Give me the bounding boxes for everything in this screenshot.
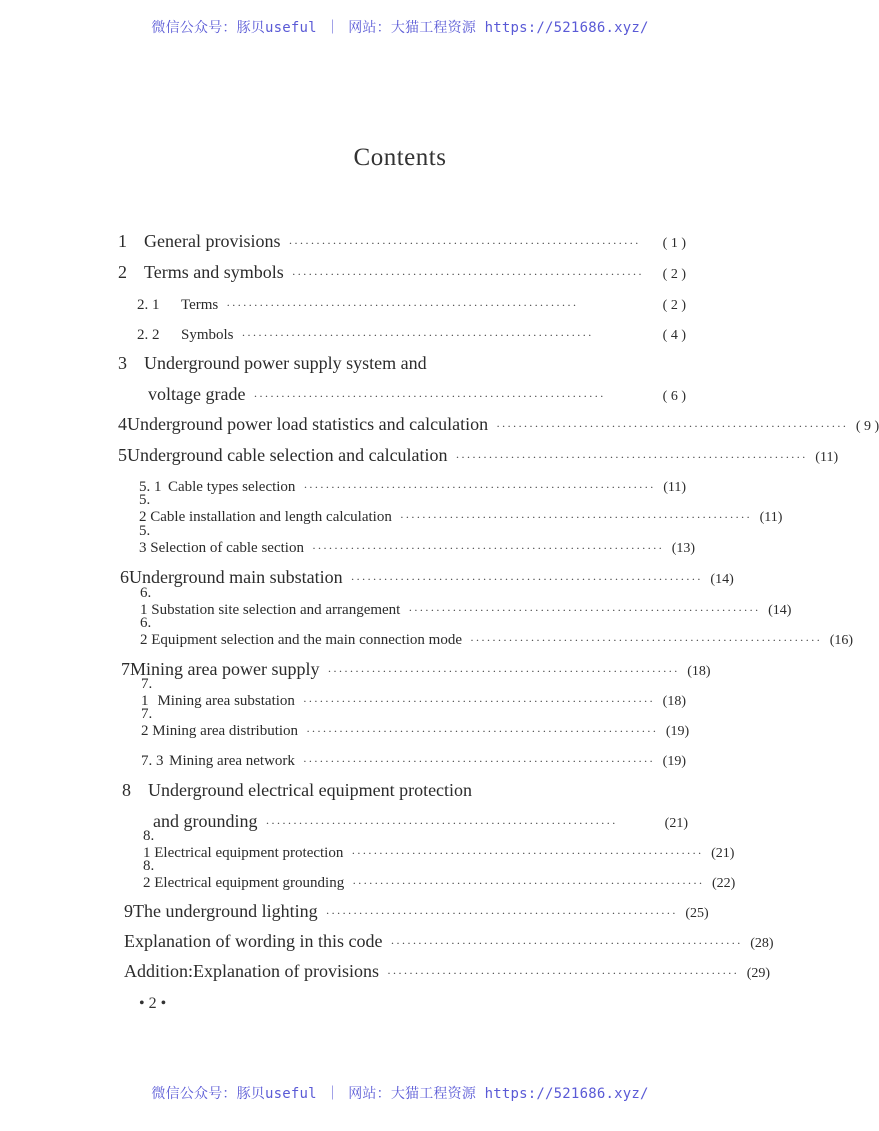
toc-entry [141,676,686,710]
toc-entry [139,492,783,526]
entry-page: ( 2 ) [662,298,686,313]
entry-label: General provisions [144,231,281,251]
entry-number: 4 [118,414,127,434]
entry-number: 8. 1 [143,828,155,861]
toc-entry [141,706,690,740]
dot-leader: ································································ [470,633,822,647]
entry-page: (22) [711,876,736,891]
entry-page: (21) [664,816,688,831]
toc-entry [139,470,686,496]
entry-label: voltage grade [148,384,246,404]
dot-leader: ································································ [386,966,739,980]
entry-page: (11) [815,450,839,465]
entry-number: 5. 1 [139,479,162,495]
entry-number: 6 [120,567,129,587]
toc-entry [122,775,686,801]
toc-entry [120,562,734,588]
entry-label: Symbols [181,327,234,343]
entry-label: Equipment selection and the main connection mode [151,632,462,648]
entry-page: (11) [759,510,783,525]
entry-number: 5. 2 [139,492,151,525]
entry-page: (13) [671,541,696,556]
dot-leader: ································································ [291,267,644,281]
watermark-bottom: 微信公众号：豚贝useful ｜ 网站：大猫工程资源 https://521686.xyz/ [151,1086,649,1102]
toc-entry [124,896,709,922]
dot-leader: ································································ [408,603,761,617]
entry-page: (29) [746,966,771,981]
entry-number: 2 [118,262,127,282]
toc-entry [139,523,696,557]
entry-number: 6. 2 [140,615,152,648]
dot-leader: ································································ [350,572,703,586]
entry-number: 7. 1 [141,676,153,709]
toc-entry [143,858,736,892]
entry-label: Mining area power supply [130,659,320,679]
entry-label: Underground electrical equipment protection [148,780,473,800]
toc-entry-continuation [153,806,688,832]
entry-number: 1 [118,231,127,251]
toc-entry [140,585,792,619]
entry-page: ( 2 ) [662,267,686,282]
dot-leader: ································································ [302,694,655,708]
entry-label: Substation site selection and arrangement [151,602,401,618]
entry-label: Mining area network [169,753,295,769]
entry-page: (28) [750,936,774,951]
dot-leader: ································································ [311,541,664,555]
entry-number: 8 [122,780,131,800]
entry-page: (19) [665,724,690,739]
entry-label: and grounding [153,811,258,831]
entry-label: Underground cable selection and calculation [127,445,448,465]
toc-entry [121,654,711,680]
toc-entry-continuation [148,379,686,405]
entry-label: Underground power load statistics and calculation [127,414,489,434]
toc-entry [118,226,686,252]
entry-page: (16) [829,633,854,648]
dot-leader: ································································ [303,480,656,494]
dot-leader: ································································ [241,328,594,342]
dot-leader: ································································ [265,816,618,830]
entry-page: (18) [662,694,686,709]
entry-number: 7. 3 [141,753,164,769]
toc-entry [141,744,686,770]
entry-number: 8. 2 [143,858,155,891]
entry-page: ( 4 ) [662,328,686,343]
entry-label: The underground lighting [133,901,318,921]
entry-number: 7. 2 [141,706,153,739]
toc-entry [140,615,854,649]
entry-label: Underground main substation [129,567,343,587]
toc-entry [124,926,774,952]
dot-leader: ································································ [253,389,606,403]
entry-label: Terms and symbols [144,262,284,282]
entry-number: 2. 1 [137,297,160,313]
dot-leader: ································································ [496,419,848,433]
entry-page: (19) [662,754,686,769]
entry-page: ( 1 ) [662,236,686,251]
page-number: • 2 • [139,995,167,1012]
page-title: Contents [353,144,447,171]
dot-leader: ································································ [455,450,808,464]
entry-page: ( 9 ) [855,419,879,434]
toc-entry [124,956,771,982]
entry-number: 6. 1 [140,585,152,618]
entry-label: Underground power supply system and [144,353,427,373]
entry-label: Addition:Explanation of provisions [124,961,379,981]
dot-leader: ································································ [351,846,704,860]
dot-leader: ································································ [306,724,658,738]
toc-entry [137,318,686,344]
toc-entry [118,257,686,283]
entry-number: 9 [124,901,133,921]
dot-leader: ································································ [288,236,641,250]
entry-label: Terms [181,297,219,313]
entry-label: Electrical equipment grounding [154,875,345,891]
toc-entry [137,288,686,314]
toc-entry [118,409,879,435]
dot-leader: ································································ [327,664,680,678]
dot-leader: ································································ [302,754,655,768]
toc-entry [118,440,839,466]
dot-leader: ································································ [325,906,678,920]
entry-page: (11) [663,480,686,495]
entry-label: Cable types selection [167,479,296,495]
watermark-top: 微信公众号：豚贝useful ｜ 网站：大猫工程资源 https://521686.xyz/ [151,20,649,36]
entry-page: (25) [685,906,709,921]
entry-label: Selection of cable section [150,540,304,556]
entry-label: Mining area distribution [152,723,299,739]
entry-number: 2. 2 [137,327,160,343]
entry-label: Mining area substation [157,693,295,709]
entry-page: (21) [711,846,735,861]
dot-leader: ································································ [226,298,579,312]
toc-entry [143,828,735,862]
entry-page: (14) [710,572,734,587]
toc-entry [118,348,686,374]
entry-number: 3 [118,353,127,373]
entry-label: Cable installation and length calculation [150,509,392,525]
dot-leader: ································································ [399,510,752,524]
entry-page: ( 6 ) [662,389,686,404]
entry-number: 5 [118,445,127,465]
entry-page: (14) [768,603,792,618]
entry-label: Electrical equipment protection [154,845,344,861]
dot-leader: ································································ [390,936,743,950]
entry-label: Explanation of wording in this code [124,931,383,951]
entry-page: (18) [687,664,711,679]
dot-leader: ································································ [352,876,704,890]
entry-number: 7 [121,659,130,679]
entry-number: 5. 3 [139,523,151,556]
